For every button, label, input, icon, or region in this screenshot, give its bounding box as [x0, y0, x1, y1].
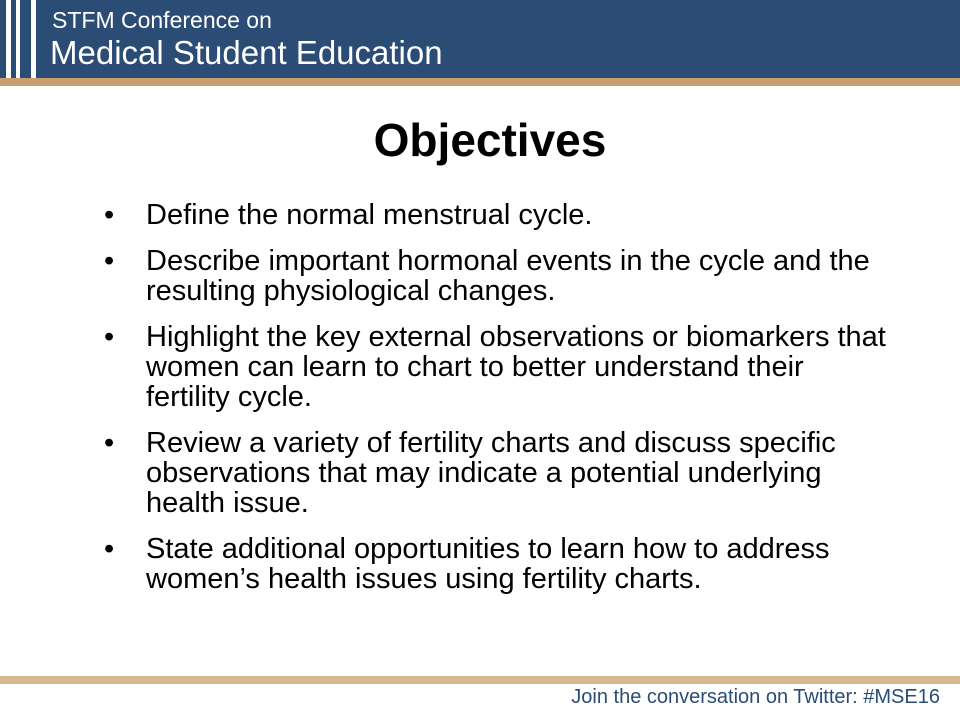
- header-stripe: [16, 0, 20, 78]
- conference-header: [0, 0, 960, 78]
- footer-bar: [0, 676, 960, 684]
- slide-title: Objectives: [373, 114, 607, 166]
- bullet-icon: •: [104, 321, 115, 353]
- bullet-icon: •: [104, 427, 115, 459]
- conference-name-line1: STFM Conference on: [52, 7, 272, 33]
- bullet-icon: •: [104, 245, 115, 277]
- bullet-item: [104, 200, 894, 230]
- bullet-item: [104, 428, 894, 518]
- bullet-item: [104, 534, 894, 594]
- bullet-item: [104, 246, 894, 306]
- bullet-text: Define the normal menstrual cycle.: [146, 199, 593, 231]
- bullet-icon: •: [104, 533, 115, 565]
- objectives-list: [104, 200, 894, 610]
- conference-name-line2: Medical Student Education: [50, 34, 443, 71]
- bullet-text: Describe important hormonal events in the cycle and the resulting physiological changes.: [146, 245, 870, 307]
- bullet-text: Review a variety of fertility charts and discuss specific observations that may indicate a potential underlying health issue.: [146, 427, 836, 519]
- header-divider: [0, 78, 960, 86]
- header-stripe: [31, 0, 36, 78]
- twitter-hashtag: Join the conversation on Twitter: #MSE16: [571, 686, 940, 708]
- footer: [0, 676, 960, 720]
- bullet-item: [104, 322, 894, 412]
- header-stripe: [6, 0, 11, 78]
- bullet-text: Highlight the key external observations or biomarkers that women can learn to chart to better understand their fertility cycle.: [146, 321, 886, 413]
- bullet-text: State additional opportunities to learn how to address women’s health issues using fertility charts.: [146, 533, 830, 595]
- bullet-icon: •: [104, 199, 115, 231]
